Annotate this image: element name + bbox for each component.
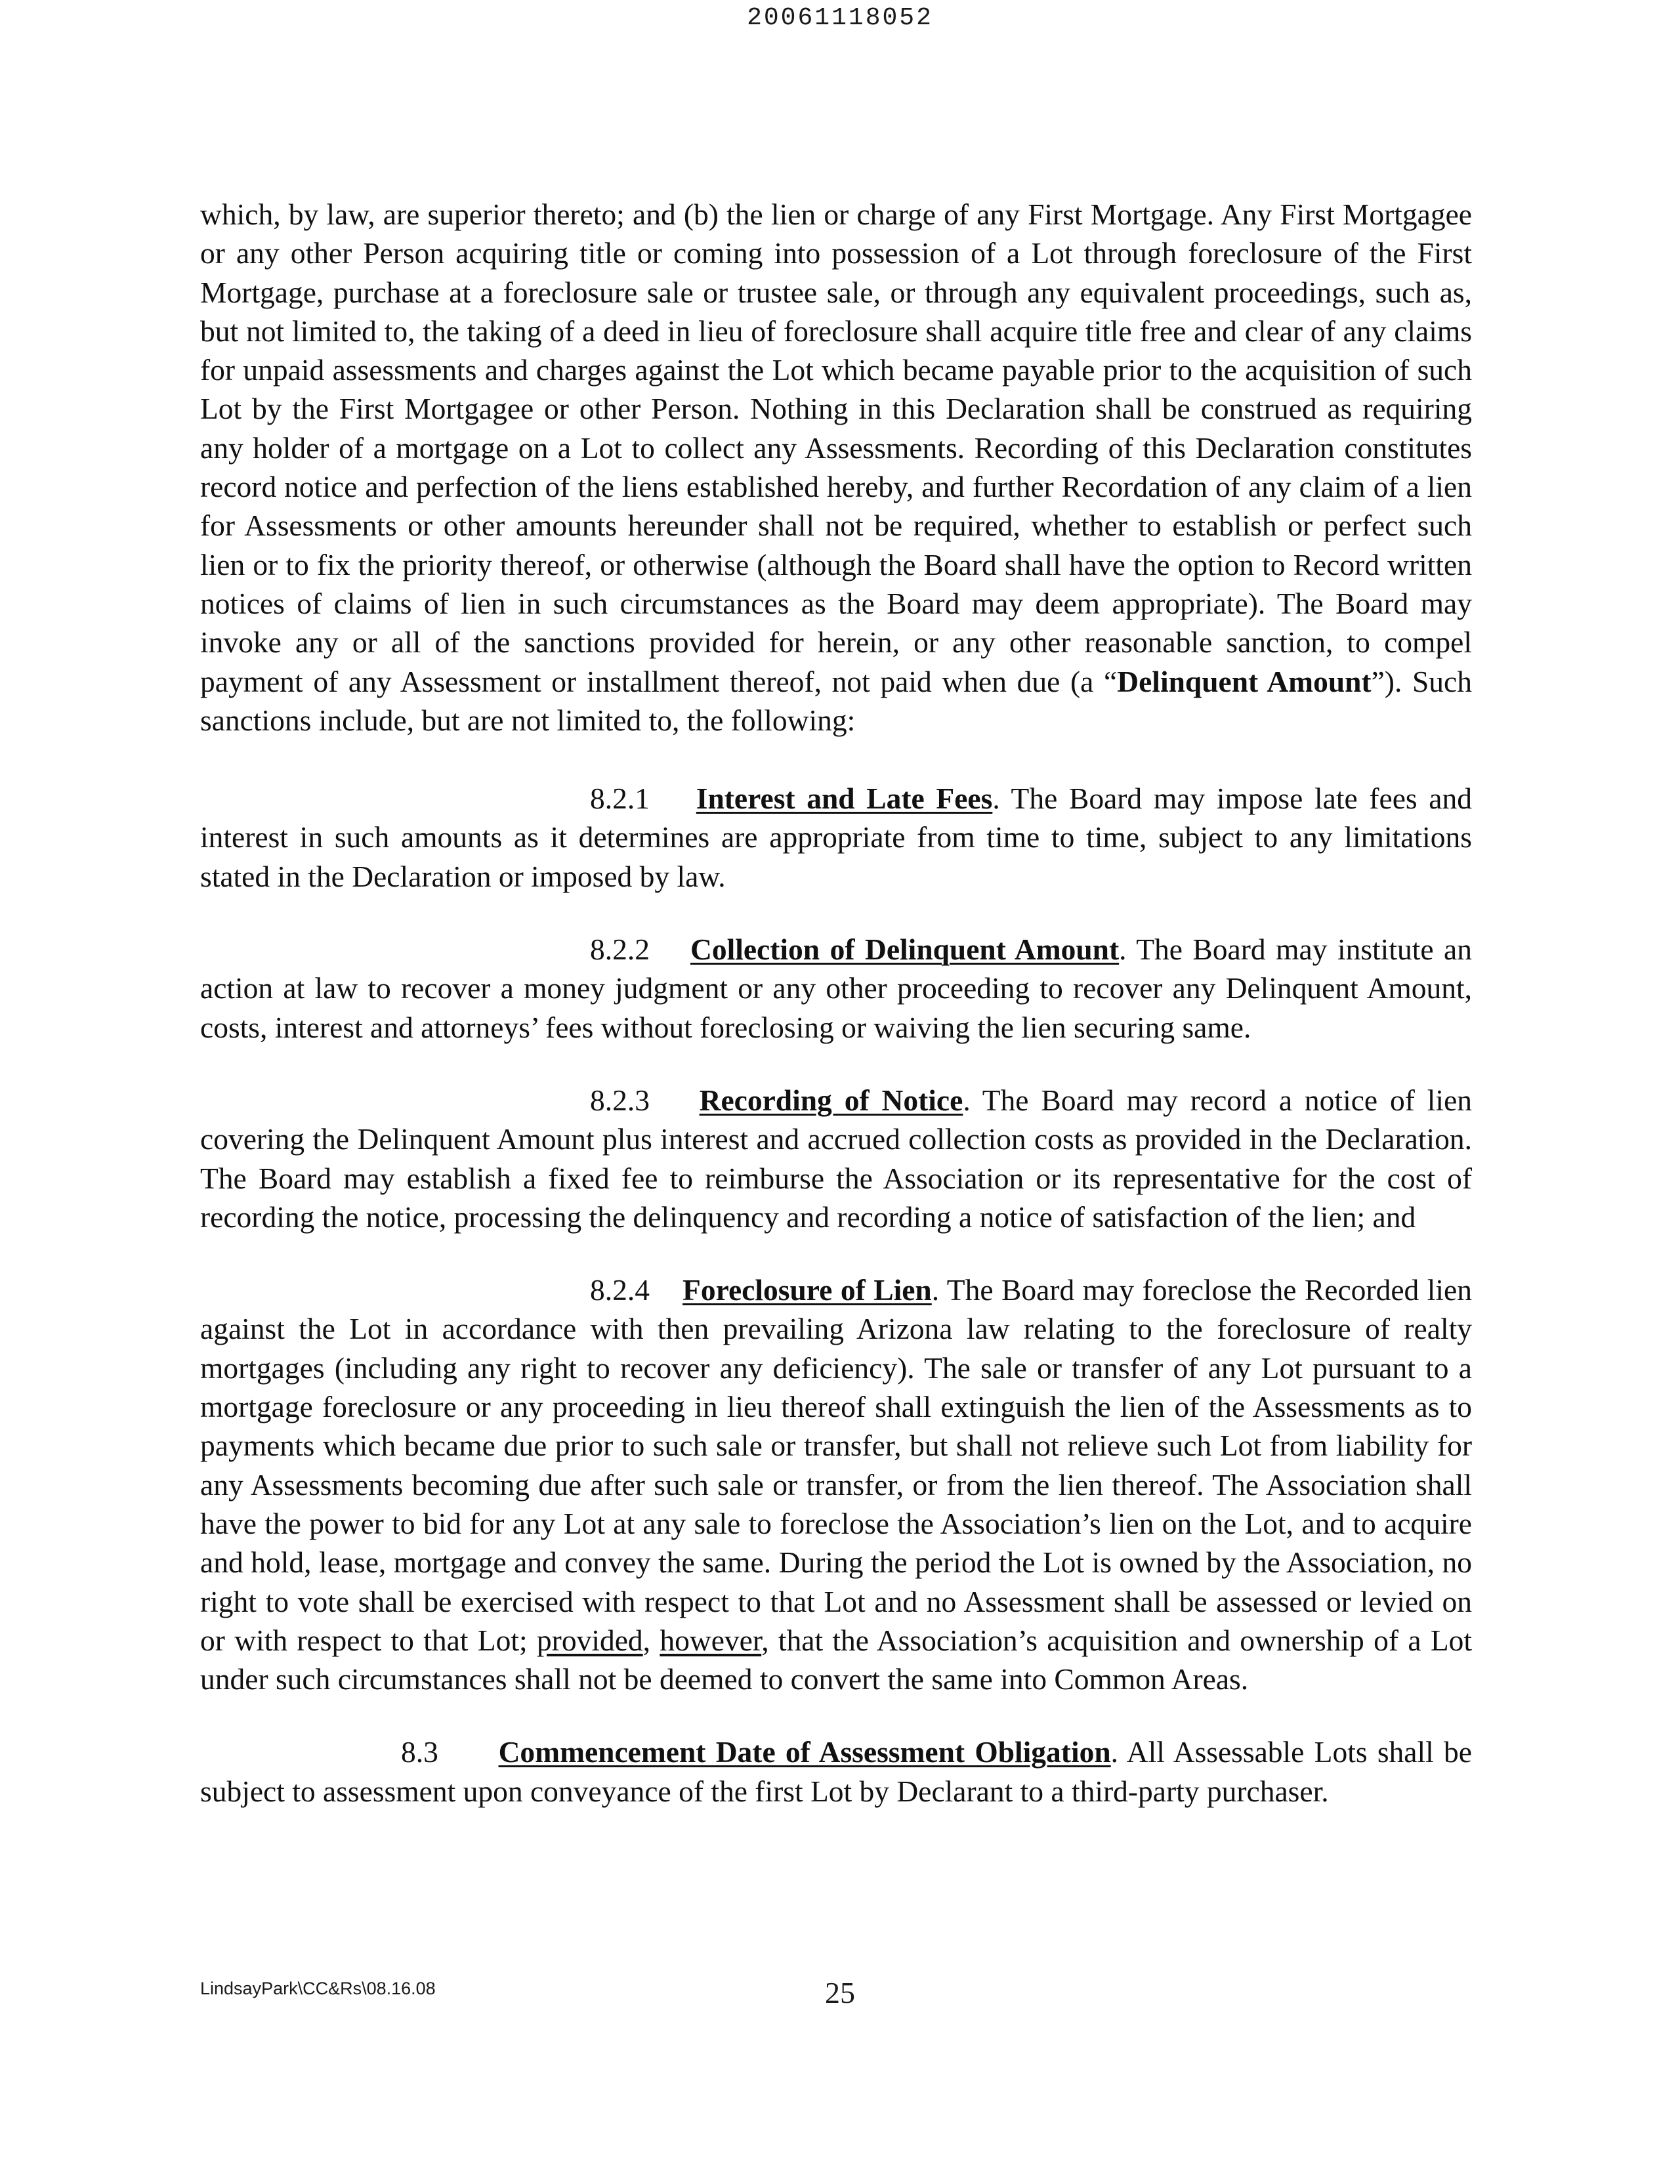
subsection-heading: Recording of Notice	[699, 1083, 963, 1117]
subsection-8-2-1: 8.2.1 Interest and Late Fees. The Board may impose late fees and interest in such amounts as it determines are appropriate from time to time, subject to any limitations stated in the Declaration or imposed by law.	[200, 779, 1472, 896]
subsection-heading: Foreclosure of Lien	[682, 1273, 932, 1307]
subsection-8-2-4: 8.2.4 Foreclosure of Lien. The Board may foreclose the Recorded lien against the Lot in accordance with then prevailing Arizona law relating to the foreclosure of realty mortgages (including any right to recover any deficiency). The sale or transfer of any Lot pursuant to a mortgage foreclosure or any proceeding in lieu thereof shall extinguish the lien of the Assessments as to payments which became due prior to such sale or transfer, but shall not relieve such Lot from liability for any Assessments becoming due after such sale or transfer, or from the lien thereof. The Association shall have the power to bid for any Lot at any sale to foreclose the Association’s lien on the Lot, and to acquire and hold, lease, mortgage and convey the same. During the period the Lot is owned by the Association, no right to vote shall be exercised with respect to that Lot and no Assessment shall be assessed or levied on or with respect to that Lot; provided, however, that the Association’s acquisition and ownership of a Lot under such circumstances shall not be deemed to convert the same into Common Areas.	[200, 1270, 1472, 1698]
intro-paragraph: which, by law, are superior thereto; and (b) the lien or charge of any First Mortgage. Any First Mortgagee or any other Person acquiring title or coming into possession of a Lot through foreclosure of the First Mortgage, purchase at a foreclosure sale or trustee sale, or through any equivalent proceedings, such as, but not limited to, the taking of a deed in lieu of foreclosure shall acquire title free and clear of any claims for unpaid assessments and charges against the Lot which became payable prior to the acquisition of such Lot by the First Mortgagee or other Person. Nothing in this Declaration shall be construed as requiring any holder of a mortgage on a Lot to collect any Assessments. Recording of this Declaration constitutes record notice and perfection of the liens established hereby, and further Recordation of any claim of a lien for Assessments or other amounts hereunder shall not be required, whether to establish or perfect such lien or to fix the priority thereof, or otherwise (although the Board shall have the option to Record written notices of claims of lien in such circumstances as the Board may deem appropriate). The Board may invoke any or all of the sanctions provided for herein, or any other reasonable sanction, to compel payment of any Assessment or installment thereof, not paid when due (a “Delinquent Amount”). Such sanctions include, but are not limited to, the following:	[200, 198, 1472, 737]
defined-term-delinquent-amount: Delinquent Amount	[1117, 664, 1372, 698]
footer-page-number: 25	[825, 1976, 855, 2009]
subsection-number: 8.2.4	[590, 1273, 650, 1307]
recording-number: 20061118052	[747, 4, 933, 32]
subsection-8-2-3: 8.2.3 Recording of Notice. The Board may record a notice of lien covering the Delinquent Amount plus interest and accrued collection costs as provided in the Declaration. The Board may establish a fixed fee to reimburse the Association or its representative for the cost of recording the notice, processing the delinquency and recording a notice of satisfaction of the lien; and	[200, 1081, 1472, 1236]
section-heading: Commencement Date of Assessment Obligation	[498, 1735, 1111, 1769]
subsection-heading: Interest and Late Fees	[696, 782, 993, 816]
emphasis-provided: provided	[536, 1623, 643, 1657]
subsection-number: 8.2.2	[590, 933, 650, 967]
subsection-heading: Collection of Delinquent Amount	[690, 933, 1120, 967]
subsection-number: 8.2.1	[590, 782, 650, 816]
section-8-3: 8.3 Commencement Date of Assessment Obligation. All Assessable Lots shall be subject to assessment upon conveyance of the first Lot by Declarant to a third-party purchaser.	[200, 1732, 1472, 1811]
section-number: 8.3	[401, 1735, 438, 1769]
subsection-8-2-2: 8.2.2 Collection of Delinquent Amount. The Board may institute an action at law to recover a money judgment or any other proceeding to recover any Delinquent Amount, costs, interest and attorneys’ fees without foreclosing or waiving the lien securing same.	[200, 930, 1472, 1047]
emphasis-however: however	[660, 1623, 762, 1657]
document-body	[200, 195, 1472, 1811]
subsection-number: 8.2.3	[590, 1083, 650, 1117]
footer-document-path: LindsayPark\CC&Rs\08.16.08	[200, 1979, 436, 1998]
